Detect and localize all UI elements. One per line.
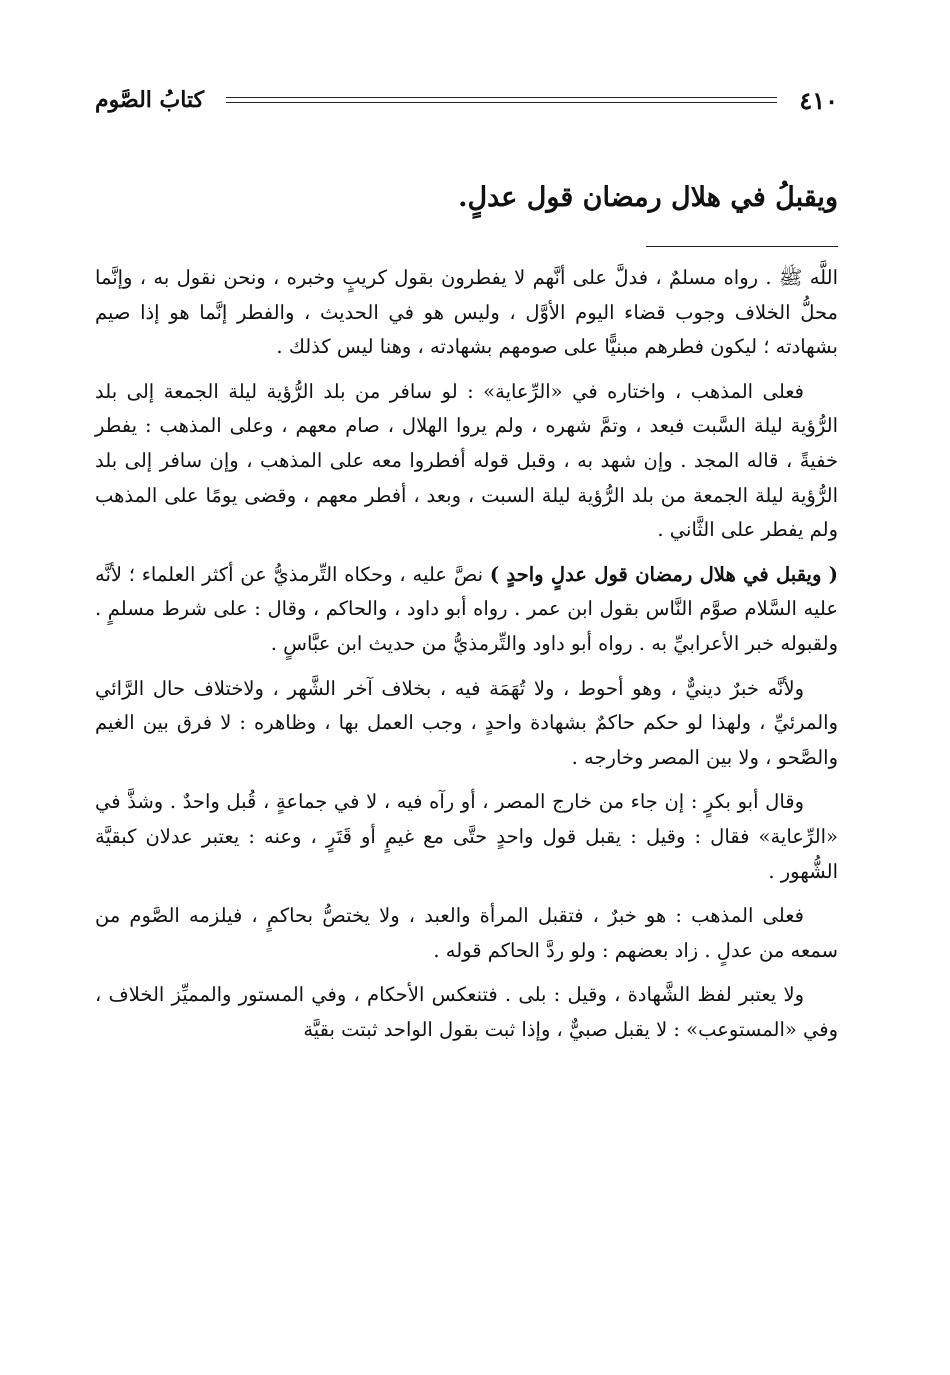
page-number: ٤١٠ [799, 85, 838, 115]
paragraph-3-text: نصَّ عليه ، وحكاه التِّرمذيُّ عن أكثر العلماء ؛ لأنَّه عليه السَّلام صوَّم النَّاس بقول ابن عمر . رواه أبو داود ، والحاكم ، وقال : على شرط مسلمٍ . ولقبوله خبر الأعرابيِّ به . رواه أبو داود والتِّرمذيُّ من حديث ابن عبَّاسٍ . [95, 562, 838, 655]
matn-separator-rule [646, 246, 838, 247]
paragraph-2: فعلى المذهب ، واختاره في «الرِّعاية» : لو سافر من بلد الرُّؤية ليلة الجمعة إلى بلد الرُّؤية ليلة السَّبت فبعد ، وتمَّ شهره ، ولم يروا الهلال ، صام معهم ، وعلى المذهب : يفطر خفيةً ، قاله المجد . وإن شهد به ، وقبل قوله أفطروا معه على المذهب ، وإن سافر إلى بلد الرُّؤية ليلة الجمعة من بلد الرُّؤية ليلة السبت ، وبعد ، أفطر معهم ، وقضى يومًا على المذهب ولم يفطر على الثَّاني . [95, 379, 838, 542]
book-page [95, 80, 838, 1320]
paragraph-4: ولأنَّه خبرٌ دينيٌّ ، وهو أحوط ، ولا تُهَمَة فيه ، بخلاف آخر الشَّهر ، ولاختلاف حال الرَّائي والمرئيِّ ، ولهذا لو حكم حاكمٌ بشهادة واحدٍ ، وجب العمل بها ، وظاهره : لا فرق بين الغيم والصَّحو ، ولا بين المصر وخارجه . [95, 676, 838, 769]
book-title: كتابُ الصَّوم [95, 87, 205, 113]
inline-matn-quote: ( ويقبل في هلال رمضان قول عدلٍ واحدٍ ) [489, 562, 838, 586]
commentary-body [95, 261, 838, 1047]
paragraph-1: اللَّه ﷺ . رواه مسلمٌ ، فدلَّ على أنَّهم لا يفطرون بقول كريبٍ وخبره ، ونحن نقول به ، وإنَّما محلُّ الخلاف وجوب قضاء اليوم الأوَّل ، وليس هو في الحديث ، والفطر إنَّما هو إذا صيم بشهادته ؛ ليكون فطرهم مبنيًّا على صومهم بشهادته ، وهنا ليس كذلك . [95, 266, 838, 359]
header-rule [226, 97, 777, 103]
matn-heading: ويقبلُ في هلال رمضان قول عدلٍ. [458, 182, 838, 213]
paragraph-7: ولا يعتبر لفظ الشَّهادة ، وقيل : بلى . فتنعكس الأحكام ، وفي المستور والمميِّز الخلاف ، وفي «المستوعب» : لا يقبل صبيٌّ ، وإذا ثبت بقول الواحد ثبتت بقيَّة [95, 983, 838, 1041]
paragraph-6: فعلى المذهب : هو خبرٌ ، فتقبل المرأة والعبد ، ولا يختصُّ بحاكمٍ ، فيلزمه الصَّوم من سمعه من عدلٍ . زاد بعضهم : ولو ردَّ الحاكم قوله . [95, 904, 838, 962]
paragraph-5: وقال أبو بكرٍ : إن جاء من خارج المصر ، أو رآه فيه ، لا في جماعةٍ ، قُبل واحدٌ . وشذَّ في «الرِّعاية» فقال : وقيل : يقبل قول واحدٍ حتَّى مع غيمٍ أو قَتَرٍ ، وعنه : يعتبر عدلان كبقيَّة الشُّهور . [95, 790, 838, 883]
running-header [95, 80, 838, 120]
paragraph-3 [95, 558, 838, 662]
